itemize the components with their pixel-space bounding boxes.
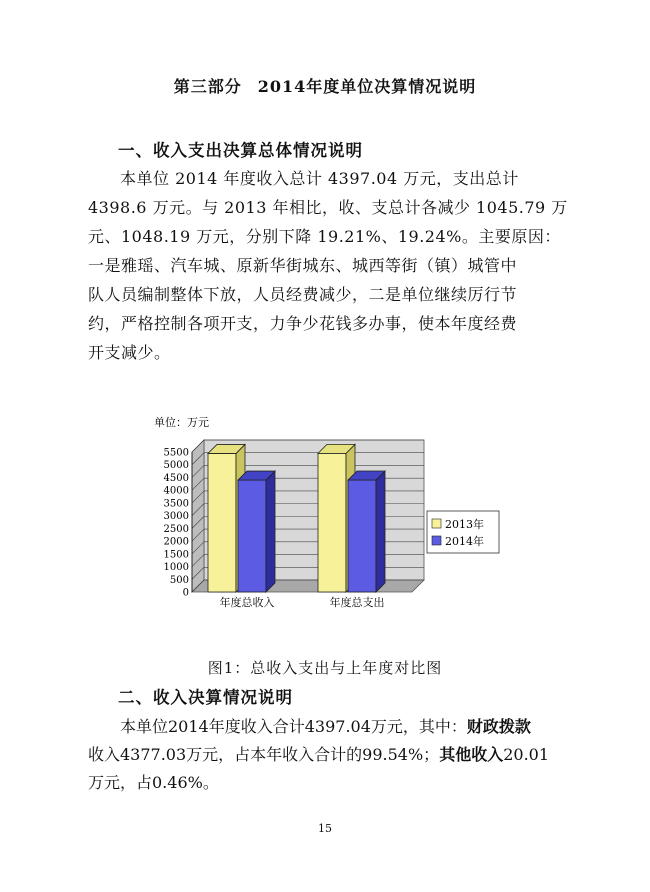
bar [318, 453, 346, 592]
y-tick-label: 1500 [163, 549, 189, 561]
para-line: 元、1048.19 万元，分别下降 19.21%、19.24%。主要原因： [88, 227, 561, 246]
y-tick-label: 3500 [163, 498, 189, 510]
para-text: 本单位2014年度收入合计4397.04万元，其中： [120, 717, 467, 736]
unit-label: 单位：万元 [154, 416, 209, 429]
para-line: 4398.6 万元。与 2013 年相比，收、支总计各减少 1045.79 万 [88, 198, 568, 217]
section2-heading: 二、收入决算情况说明 [118, 688, 293, 707]
x-tick-label: 年度总收入 [219, 596, 275, 609]
page-number: 15 [318, 822, 332, 835]
y-tick-label: 0 [182, 587, 189, 599]
bar-chart [150, 408, 484, 618]
chart-svg [150, 408, 484, 618]
para-bold: 财政拨款 [466, 717, 531, 736]
page-title [0, 74, 650, 97]
y-tick-label: 4500 [163, 472, 189, 484]
para-text: 20.01 [503, 745, 550, 764]
y-tick-label: 2500 [163, 523, 189, 535]
para-text: 收入4377.03万元，占本年收入合计的99.54%； [88, 745, 440, 764]
chart-caption: 图1：总收入支出与上年度对比图 [207, 659, 443, 677]
part-label: 第三部分 [173, 77, 242, 96]
para-bold: 其他收入 [439, 745, 504, 764]
para-line: 队人员编制整体下放，人员经费减少，二是单位继续厉行节 [88, 285, 518, 304]
section2-paragraph [88, 713, 558, 797]
para-line [88, 713, 558, 741]
y-tick-label: 500 [169, 574, 189, 586]
para-line [88, 741, 558, 769]
legend-label: 2013年 [445, 518, 484, 531]
y-tick-label: 5500 [163, 447, 189, 459]
bar [238, 480, 266, 592]
title-text: 2014年度单位决算情况说明 [257, 77, 477, 96]
y-tick-label: 4000 [163, 485, 189, 497]
y-tick-label: 5000 [163, 460, 189, 472]
para-line: 本单位 2014 年度收入总计 4397.04 万元，支出总计 [120, 169, 519, 188]
y-tick-label: 3000 [163, 511, 189, 523]
para-line: 一是雅瑶、汽车城、原新华街城东、城西等街（镇）城管中 [88, 256, 518, 275]
legend-swatch [432, 536, 441, 545]
para-line: 约，严格控制各项开支，力争少花钱多办事，使本年度经费 [88, 314, 518, 333]
para-line: 开支减少。 [88, 343, 171, 362]
legend-swatch [432, 519, 441, 528]
y-tick-label: 1000 [163, 562, 189, 574]
section1-heading: 一、收入支出决算总体情况说明 [118, 141, 363, 160]
bar [208, 453, 236, 592]
y-tick-label: 2000 [163, 536, 189, 548]
x-tick-label: 年度总支出 [329, 596, 385, 609]
bar [348, 480, 376, 592]
bar-side [266, 471, 275, 592]
para-line: 万元，占0.46%。 [88, 773, 219, 792]
bar-side [376, 471, 385, 592]
legend-label: 2014年 [445, 535, 484, 548]
section1-paragraph [88, 164, 568, 367]
